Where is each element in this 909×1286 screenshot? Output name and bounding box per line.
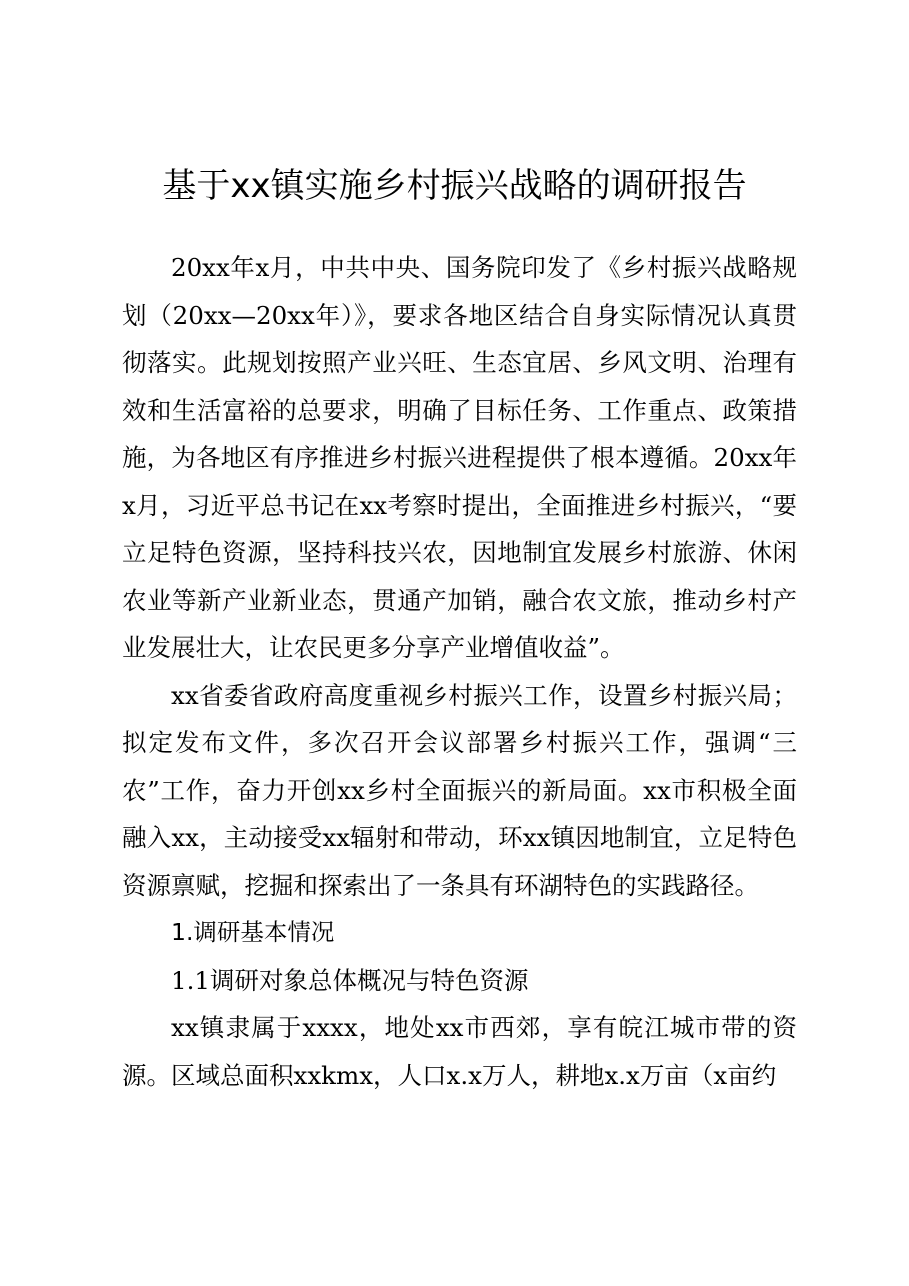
document-title: 基于xx镇实施乡村振兴战略的调研报告	[162, 166, 747, 206]
subsection-heading: 1.1调研对象总体概况与特色资源	[171, 965, 529, 995]
paragraph-2: xx省委省政府高度重视乡村振兴工作，设置乡村振兴局；拟定发布文件，多次召开会议部署乡村振兴工作，强调“三农”工作，奋力开创xx乡村全面振兴的新局面。xx市积极全面融入xx，主动接受xx辐射和带动，环xx镇因地制宜，立足特色资源禀赋，挖掘和探索出了一条具有环湖特色的实践路径。	[122, 680, 797, 900]
paragraph-1: 20xx年x月，中共中央、国务院印发了《乡村振兴战略规划（20xx—20xx年）》，要求各地区结合自身实际情况认真贯彻落实。此规划按照产业兴旺、生态宜居、乡风文明、治理有效和生活富裕的总要求，明确了目标任务、工作重点、政策措施，为各地区有序推进乡村振兴进程提供了根本遵循。20xx年x月，习近平总书记在xx考察时提出，全面推进乡村振兴，“要立足特色资源，坚持科技兴农，因地制宜发展乡村旅游、休闲农业等新产业新业态，贯通产加销，融合农文旅，推动乡村产业发展壮大，让农民更多分享产业增值收益”。	[122, 253, 797, 662]
document-body	[122, 244, 797, 1099]
section-heading: 1.调研基本情况	[171, 918, 335, 946]
paragraph-3: xx镇隶属于xxxx，地处xx市西郊，享有皖江城市带的资源。区域总面积xxkmx，人口x.x万人，耕地x.x万亩（x亩约	[122, 1013, 797, 1090]
